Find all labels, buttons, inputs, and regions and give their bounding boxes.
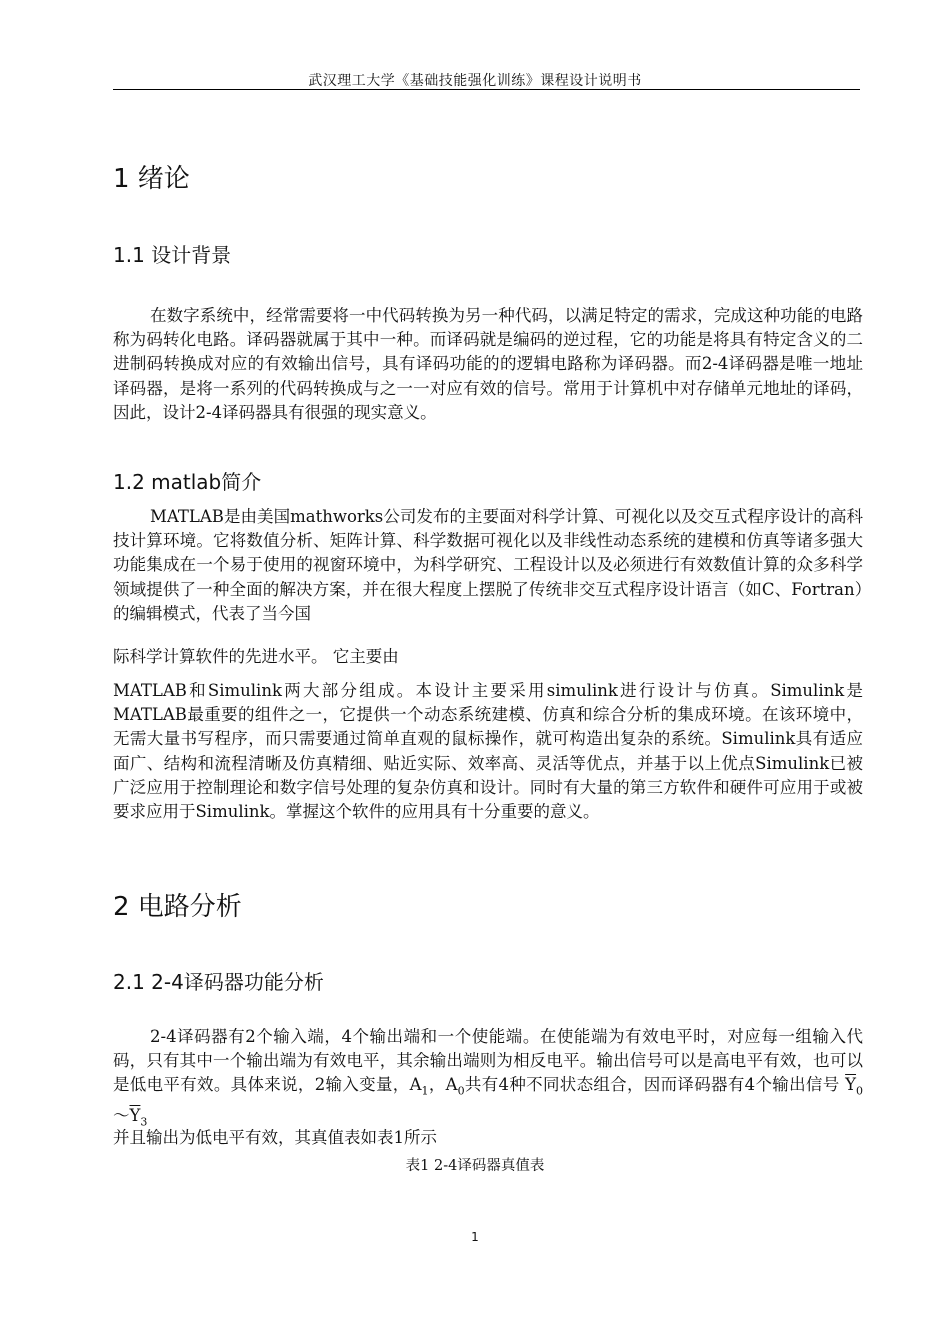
section-1-2-paragraph-2: MATLAB和Simulink两大部分组成。本设计主要采用simulink进行设计与仿真。Simulink是MATLAB最重要的组件之一，它提供一个动态系统建模、仿真和综合分析的集成环境。在该环境中，无需大量书写程序，而只需要通过简单直观的鼠标操作，就可构造出复杂的系统。Simulink具有适应面广、结构和流程清晰及仿真精细、贴近实际、效率高、灵活等优点，并基于以上优点Simulink已被广泛应用于控制理论和数字信号处理的复杂仿真和设计。同时有大量的第三方软件和硬件可应用于或被要求应用于Simulink。掌握这个软件的应用具有十分重要的意义。 bbox=[113, 681, 863, 822]
section-1-2-paragraph: MATLAB是由美国mathworks公司发布的主要面对科学计算、可视化以及交互式程序设计的高科技计算环境。它将数值分析、矩阵计算、科学数据可视化以及非线性动态系统的建模和仿真等诸多强大功能集成在一个易于使用的视窗环境中，为科学研究、工程设计以及必须进行有效数值计算的众多科学领域提供了一种全面的解决方案，并在很大程度上摆脱了传统非交互式程序设计语言（如C、Fortran）的编辑模式，代表了当今国 bbox=[113, 507, 863, 623]
chapter-1-title: 1 绪论 bbox=[113, 164, 190, 194]
section-2-1-paragraph: 2-4译码器有2个输入端，4个输出端和一个使能端。在使能端为有效电平时，对应每一组输入代码，只有其中一个输出端为有效电平，其余输出端则为相反电平。输出信号可以是高电平有效，也可以是低电平有效。具体来说，2输入变量，$A_1$，$A_0$共有4种不同状态组合，因而译码器有4个输出信号 $\overline{Y}_0\sim\overline{Y}_3$ bbox=[113, 1027, 864, 1129]
section-2-1-title: 2.1 2-4译码器功能分析 bbox=[113, 970, 324, 994]
running-header: 武汉理工大学《基础技能强化训练》课程设计说明书 bbox=[308, 73, 642, 89]
table-caption: 表1 2-4译码器真值表 bbox=[405, 1158, 545, 1174]
section-1-1-title: 1.1 设计背景 bbox=[113, 243, 232, 267]
chapter-2-title: 2 电路分析 bbox=[113, 892, 242, 922]
page-number: 1 bbox=[471, 1230, 479, 1244]
section-1-2-title: 1.2 matlab简介 bbox=[113, 470, 262, 494]
output-y3: $\overline{Y}_3$ bbox=[129, 1105, 148, 1129]
var-a0: $A_0$ bbox=[445, 1075, 465, 1098]
var-a1: $A_1$ bbox=[409, 1075, 429, 1098]
section-2-1-last-line: 并且输出为低电平有效，其真值表如表1所示 bbox=[113, 1128, 437, 1147]
section-1-1-paragraph: 在数字系统中，经常需要将一中代码转换为另一种代码，以满足特定的需求，完成这种功能的电路称为码转化电路。译码器就属于其中一种。而译码就是编码的逆过程，它的功能是将具有特定含义的二进制码转换成对应的有效输出信号，具有译码功能的的逻辑电路称为译码器。而2-4译码器是唯一地址译码器，是将一系列的代码转换成与之一一对应有效的信号。常用于计算机中对存储单元地址的译码，因此，设计2-4译码器具有很强的现实意义。 bbox=[113, 306, 863, 422]
header-rule bbox=[113, 89, 860, 90]
output-y0: $\overline{Y}_0$ bbox=[845, 1075, 864, 1098]
section-1-2-line: 际科学计算软件的先进水平。 它主要由 bbox=[113, 647, 399, 666]
